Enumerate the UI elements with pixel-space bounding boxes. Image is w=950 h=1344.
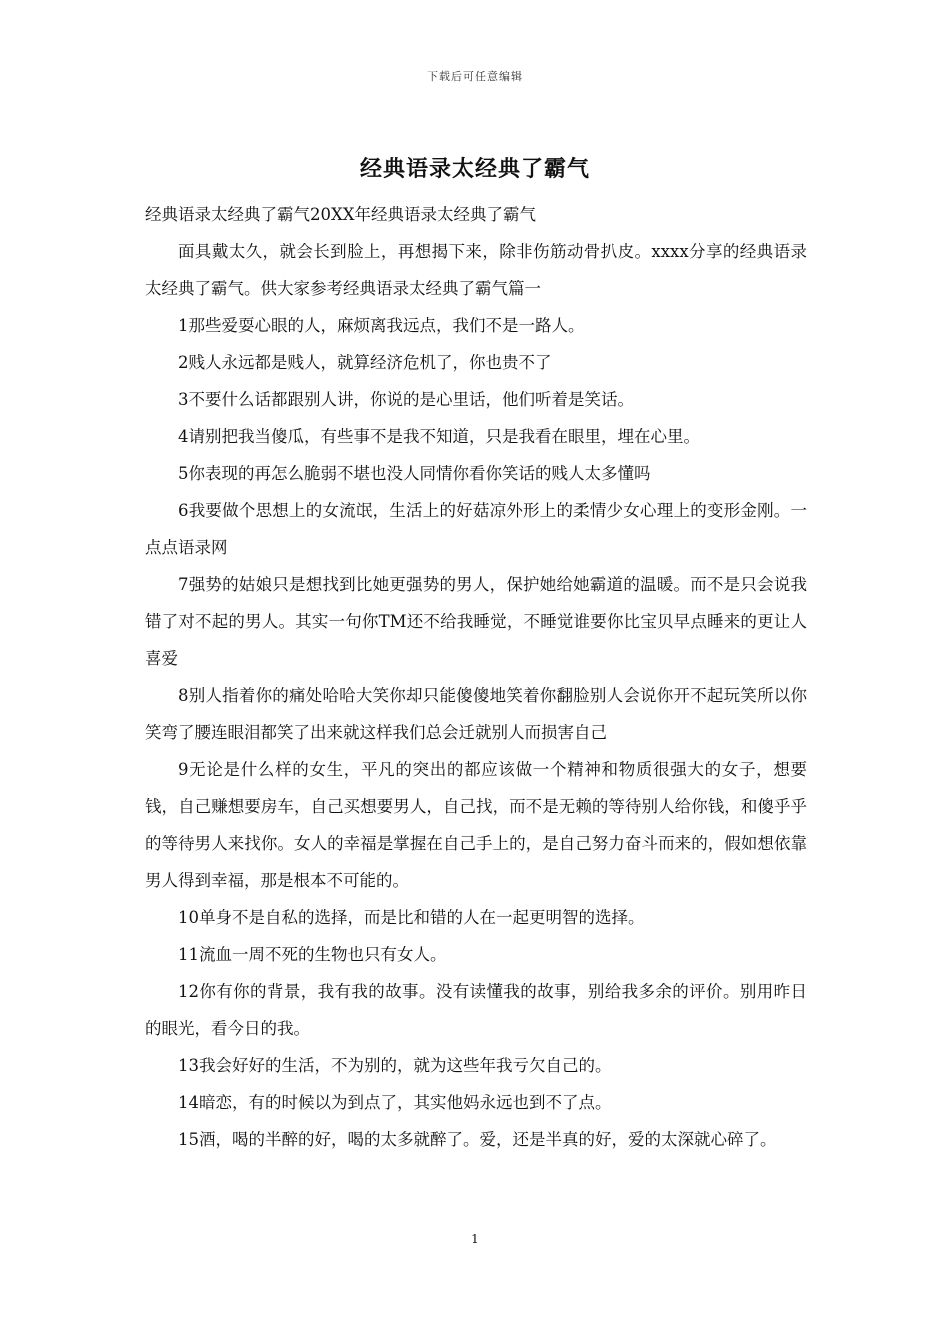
document-body	[145, 196, 807, 1158]
page-header: 下载后可任意编辑	[427, 70, 523, 83]
paragraph-quote-8: 8别人指着你的痛处哈哈大笑你却只能傻傻地笑着你翻脸别人会说你开不起玩笑所以你笑弯了腰连眼泪都笑了出来就这样我们总会迁就别人而损害自己	[145, 686, 807, 742]
paragraph-intro: 面具戴太久，就会长到脸上，再想揭下来，除非伤筋动骨扒皮。xxxx分享的经典语录太经典了霸气。供大家参考经典语录太经典了霸气篇一	[145, 242, 807, 298]
paragraph-quote-12: 12你有你的背景，我有我的故事。没有读懂我的故事，别给我多余的评价。别用昨日的眼光，看今日的我。	[145, 982, 807, 1038]
paragraph-quote-7: 7强势的姑娘只是想找到比她更强势的男人，保护她给她霸道的温暖。而不是只会说我错了对不起的男人。其实一句你TM还不给我睡觉，不睡觉谁要你比宝贝早点睡来的更让人喜爱	[145, 575, 807, 668]
paragraph-quote-4: 4请别把我当傻瓜，有些事不是我不知道，只是我看在眼里，埋在心里。	[178, 427, 700, 446]
paragraph-quote-2: 2贱人永远都是贱人，就算经济危机了，你也贵不了	[178, 353, 552, 372]
paragraph-quote-1: 1那些爱耍心眼的人，麻烦离我远点，我们不是一路人。	[178, 316, 585, 335]
paragraph-quote-14: 14暗恋，有的时候以为到点了，其实他妈永远也到不了点。	[178, 1093, 612, 1112]
page-number: 1	[471, 1232, 479, 1246]
paragraph-quote-6: 6我要做个思想上的女流氓，生活上的好菇凉外形上的柔情少女心理上的变形金刚。一点点语录网	[145, 501, 807, 557]
paragraph-quote-9: 9无论是什么样的女生，平凡的突出的都应该做一个精神和物质很强大的女子，想要钱，自己赚想要房车，自己买想要男人，自己找，而不是无赖的等待别人给你钱，和傻乎乎的等待男人来找你。女人的幸福是掌握在自己手上的，是自己努力奋斗而来的，假如想依靠男人得到幸福，那是根本不可能的。	[145, 760, 807, 890]
paragraph-quote-10: 10单身不是自私的选择，而是比和错的人在一起更明智的选择。	[178, 908, 645, 927]
paragraph-quote-5: 5你表现的再怎么脆弱不堪也没人同情你看你笑话的贱人太多懂吗	[178, 464, 651, 483]
document-title: 经典语录太经典了霸气	[359, 156, 590, 182]
paragraph-quote-3: 3不要什么话都跟别人讲，你说的是心里话，他们听着是笑话。	[178, 390, 634, 409]
paragraph-quote-15: 15酒，喝的半醉的好，喝的太多就醉了。爱，还是半真的好，爱的太深就心碎了。	[178, 1130, 777, 1149]
paragraph-quote-13: 13我会好好的生活，不为别的，就为这些年我亏欠自己的。	[178, 1056, 612, 1075]
paragraph-quote-11: 11流血一周不死的生物也只有女人。	[178, 945, 447, 964]
paragraph-subtitle: 经典语录太经典了霸气20XX年经典语录太经典了霸气	[145, 205, 536, 224]
